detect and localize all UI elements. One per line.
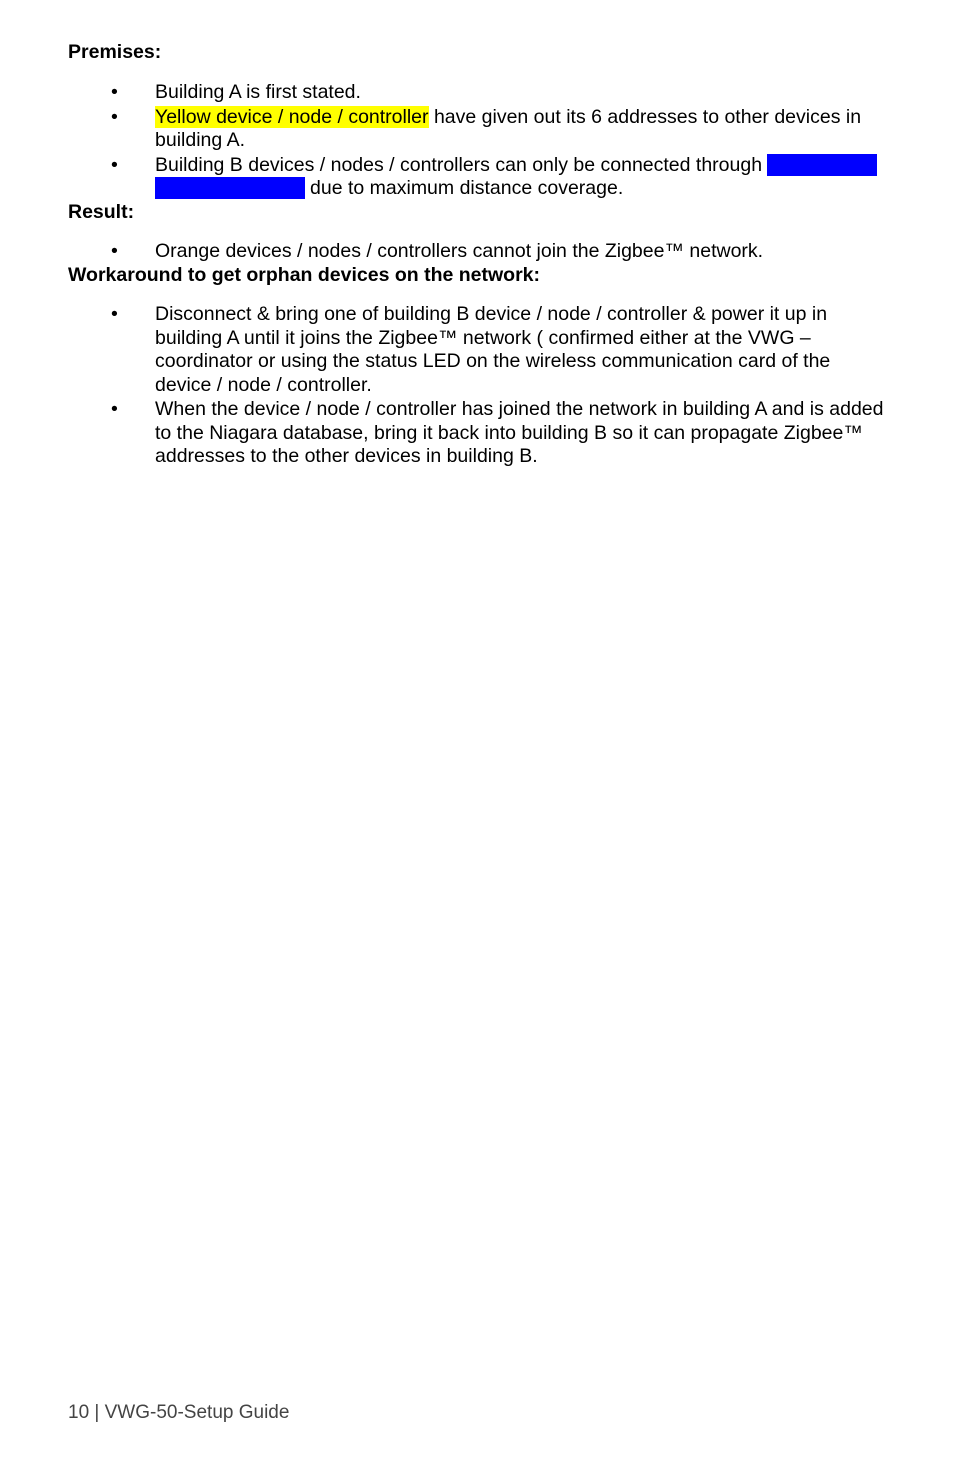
premises-list: [0, 81, 954, 201]
list-item-text: due to maximum distance coverage.: [304, 177, 624, 199]
bullet-icon: •: [111, 105, 118, 128]
list-item: [0, 303, 890, 397]
bullet-icon: •: [111, 398, 118, 420]
list-item: [0, 240, 890, 264]
bullet-icon: •: [111, 153, 118, 176]
result-list: [0, 240, 954, 264]
list-item-text: Disconnect & bring one of building B device / node / controller & power it up in building A until it joins the Zigbee™ network ( confirmed either at the VWG – coordinator or using the status LED on the wireless communication card of the device / node / controller.: [155, 303, 831, 396]
list-item: [0, 81, 890, 105]
list-item: [0, 154, 890, 201]
bullet-icon: •: [111, 303, 118, 325]
bullet-icon: •: [111, 240, 118, 262]
list-item: [0, 106, 890, 153]
list-item-text: Building B devices / nodes / controllers can only be connected through: [155, 153, 768, 176]
list-item-text: When the device / node / controller has joined the network in building A and is added to the Niagara database, bring it back into building B so it can propagate Zigbee™ addresses to the other devices in building B.: [155, 398, 884, 467]
yellow-highlight-text: Yellow device / node / controller: [155, 105, 429, 128]
list-item-text: Orange devices / nodes / controllers cannot join the Zigbee™ network.: [155, 240, 764, 262]
list-item: [0, 398, 890, 469]
page-footer: 10 | VWG-50-Setup Guide: [68, 1402, 290, 1423]
bullet-icon: •: [111, 81, 118, 103]
workaround-list: [0, 303, 954, 469]
workaround-heading: Workaround to get orphan devices on the network:: [68, 264, 541, 286]
list-item-text: Building A is first stated.: [155, 81, 361, 103]
blue-highlight-text: blue device / nodes / controller: [155, 153, 877, 199]
result-heading: Result:: [68, 201, 135, 223]
list-item-text: have given out its 6 addresses to other devices in building A.: [155, 105, 862, 151]
premises-heading: Premises:: [68, 41, 162, 63]
